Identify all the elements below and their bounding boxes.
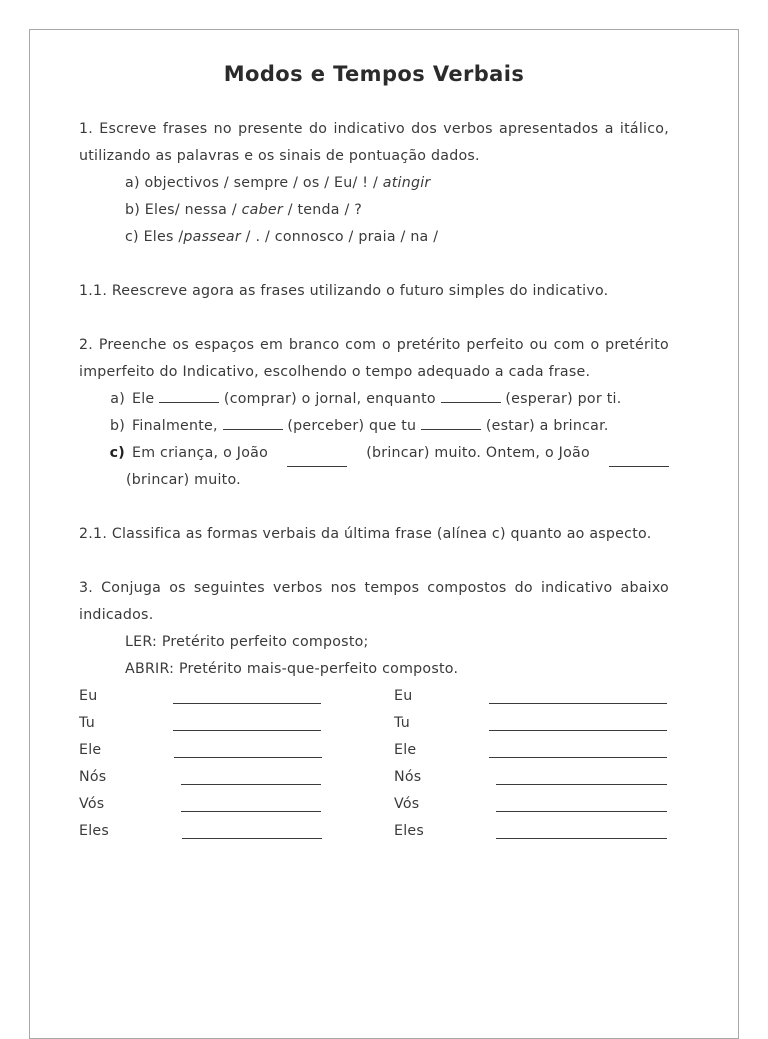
answer-line[interactable]: [173, 730, 321, 731]
q2-item-a: a) Ele (comprar) o jornal, enquanto (esperar) por ti.: [110, 391, 622, 407]
fill-blank[interactable]: [223, 418, 283, 430]
fill-blank[interactable]: [421, 418, 481, 430]
conjugation-table: [79, 683, 669, 848]
pronoun-label: Ele: [394, 742, 417, 758]
fill-blank[interactable]: [609, 455, 669, 467]
pronoun-label: Tu: [394, 715, 411, 731]
question-1-1: 1.1. Reescreve agora as frases utilizando o futuro simples do indicativo.: [79, 283, 609, 299]
answer-line[interactable]: [173, 703, 321, 704]
pronoun-label: Eu: [79, 688, 98, 704]
q1-item-b: b) Eles/ nessa / caber / tenda / ?: [125, 202, 363, 218]
answer-line[interactable]: [496, 811, 667, 812]
answer-line[interactable]: [181, 784, 321, 785]
fill-blank[interactable]: [159, 391, 219, 403]
q1-item-c: c) Eles /passear / . / connosco / praia / na /: [125, 229, 439, 245]
document-content: [79, 60, 669, 848]
answer-line[interactable]: [496, 784, 667, 785]
answer-line[interactable]: [489, 730, 667, 731]
q2-item-b: b) Finalmente, (perceber) que tu (estar) a brincar.: [109, 418, 609, 434]
pronoun-label: Nós: [79, 769, 107, 785]
q3-ler: LER: Pretérito perfeito composto;: [125, 634, 369, 650]
page-title: Modos e Tempos Verbais: [223, 62, 525, 86]
answer-line[interactable]: [181, 811, 321, 812]
pronoun-label: Tu: [79, 715, 96, 731]
pronoun-label: Vós: [79, 796, 105, 812]
pronoun-label: Ele: [79, 742, 102, 758]
pronoun-label: Eles: [79, 823, 110, 839]
q3-abrir: ABRIR: Pretérito mais-que-perfeito composto.: [125, 661, 459, 677]
answer-line[interactable]: [182, 838, 322, 839]
answer-line[interactable]: [489, 757, 667, 758]
pronoun-label: Eu: [394, 688, 413, 704]
question-2: 2. Preenche os espaços em branco com o pretérito perfeito ou com o pretérito imperfeito do Indicativo, escolhendo o tempo adequado a cada frase.: [79, 337, 669, 380]
answer-line[interactable]: [489, 703, 667, 704]
fill-blank[interactable]: [287, 455, 347, 467]
q2-item-c: c) Em criança, o João (brincar) muito. Ontem, o João: [79, 440, 669, 467]
answer-line[interactable]: [496, 838, 667, 839]
pronoun-label: Nós: [394, 769, 422, 785]
question-1: 1. Escreve frases no presente do indicativo dos verbos apresentados a itálico, utilizando as palavras e os sinais de pontuação dados.: [79, 121, 669, 164]
q2-item-c-cont: (brincar) muito.: [126, 472, 241, 488]
q2-items: [79, 386, 669, 494]
fill-blank[interactable]: [441, 391, 501, 403]
question-2-1: 2.1. Classifica as formas verbais da última frase (alínea c) quanto ao aspecto.: [79, 526, 652, 542]
q1-item-a: a) objectivos / sempre / os / Eu/ ! / atingir: [125, 175, 431, 191]
pronoun-label: Eles: [394, 823, 425, 839]
question-3: 3. Conjuga os seguintes verbos nos tempos compostos do indicativo abaixo indicados.: [79, 580, 669, 623]
answer-line[interactable]: [174, 757, 322, 758]
pronoun-label: Vós: [394, 796, 420, 812]
